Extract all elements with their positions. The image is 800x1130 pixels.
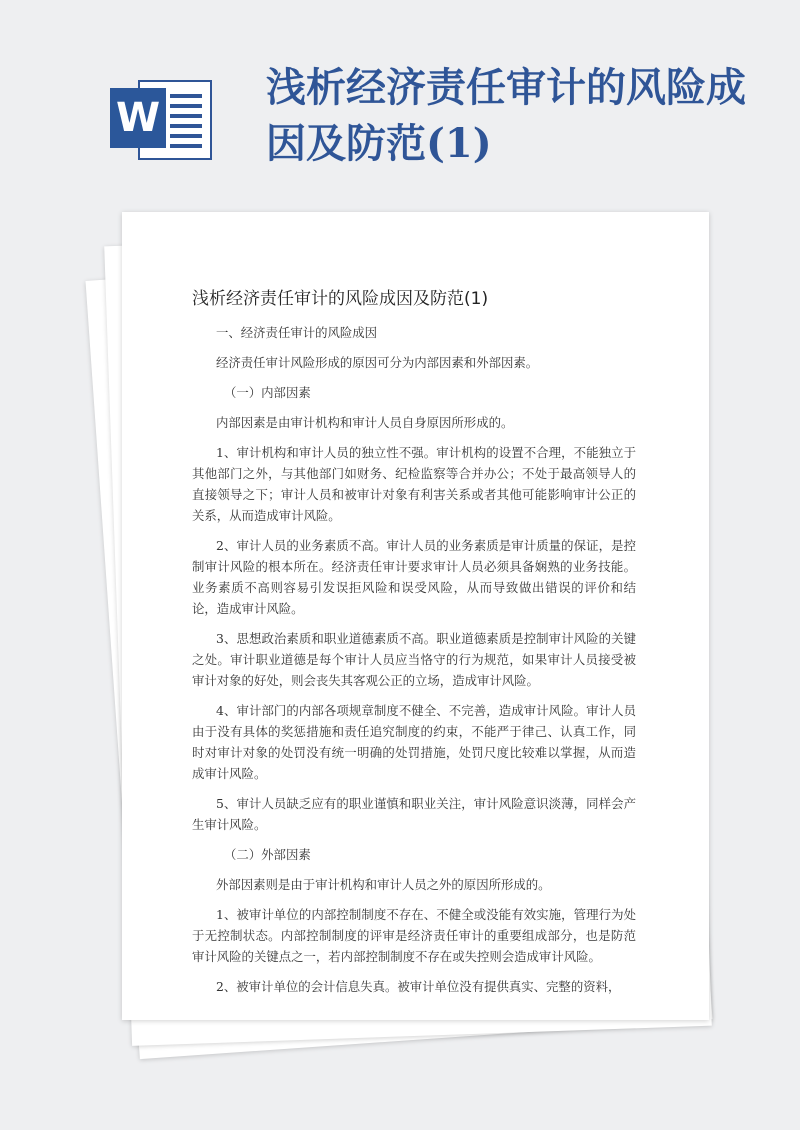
paragraph: 1、审计机构和审计人员的独立性不强。审计机构的设置不合理，不能独立于其他部门之外，与其他部门如财务、纪检监察等合并办公；不处于最高领导人的直接领导之下；审计人员和被审计对象有利害关系或者其他可能影响审计公正的关系，从而造成审计风险。 — [192, 445, 636, 523]
paragraph: 外部因素则是由于审计机构和审计人员之外的原因所形成的。 — [216, 877, 551, 892]
word-badge: W — [110, 88, 166, 148]
paragraph: 1、被审计单位的内部控制制度不存在、不健全或没能有效实施，管理行为处于无控制状态。内部控制制度的评审是经济责任审计的重要组成部分，也是防范审计风险的关键点之一，若内部控制制度不存在或失控则会造成审计风险。 — [192, 907, 636, 964]
paragraph: 4、审计部门的内部各项规章制度不健全、不完善，造成审计风险。审计人员由于没有具体的奖惩措施和责任追究制度的约束，不能严于律己、认真工作，同时对审计对象的处罚没有统一明确的处罚措施，处罚尺度比较难以掌握，从而造成审计风险。 — [192, 703, 636, 781]
paragraph: 内部因素是由审计机构和审计人员自身原因所形成的。 — [216, 415, 514, 430]
document-page — [122, 212, 709, 1020]
paragraph: 经济责任审计风险形成的原因可分为内部因素和外部因素。 — [216, 355, 539, 370]
document-title: 浅析经济责任审计的风险成因及防范(1) — [192, 289, 489, 309]
document-body — [192, 322, 636, 1006]
section-heading: 一、经济责任审计的风险成因 — [216, 325, 378, 340]
page-title: 浅析经济责任审计的风险成因及防范(1) — [266, 64, 746, 167]
paragraph: 2、被审计单位的会计信息失真。被审计单位没有提供真实、完整的资料， — [216, 979, 621, 994]
subsection-heading: （二）外部因素 — [224, 847, 311, 862]
subsection-heading: （一）内部因素 — [224, 385, 311, 400]
paragraph: 3、思想政治素质和职业道德素质不高。职业道德素质是控制审计风险的关键之处。审计职业道德是每个审计人员应当恪守的行为规范，如果审计人员接受被审计对象的好处，则会丧失其客观公正的立场，造成审计风险。 — [192, 631, 636, 688]
word-icon — [110, 76, 214, 160]
paragraph: 2、审计人员的业务素质不高。审计人员的业务素质是审计质量的保证，是控制审计风险的根本所在。经济责任审计要求审计人员必须具备娴熟的业务技能。业务素质不高则容易引发误拒风险和误受风险，从而导致做出错误的评价和结论，造成审计风险。 — [192, 538, 636, 616]
paragraph: 5、审计人员缺乏应有的职业谨慎和职业关注，审计风险意识淡薄，同样会产生审计风险。 — [192, 796, 636, 832]
